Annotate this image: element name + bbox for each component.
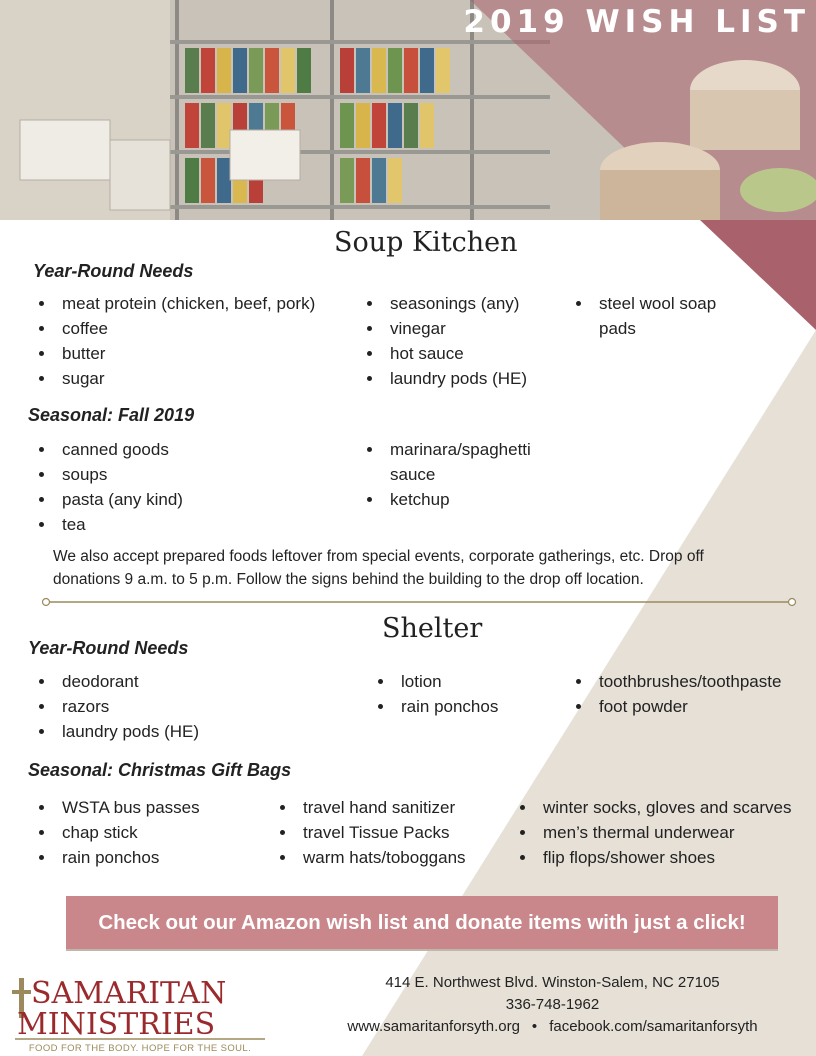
contact-info (300, 972, 805, 1038)
shelter-year-round-col2 (373, 669, 575, 719)
soup-year-round-heading: Year-Round Needs (33, 261, 194, 281)
list-item: • razors (56, 694, 306, 719)
samaritan-ministries-logo (9, 970, 271, 1056)
shelter-title: Shelter (382, 613, 483, 644)
list-item: • rain ponchos (56, 845, 276, 870)
list-item: • WSTA bus passes (56, 795, 276, 820)
soup-year-round-col3 (571, 291, 743, 341)
list-item: • canned goods (56, 437, 306, 462)
list-item: • deodorant (56, 669, 306, 694)
facebook-link[interactable]: facebook.com/samaritanforsyth (549, 1018, 758, 1035)
list-item: • laundry pods (HE) (384, 366, 584, 391)
list-item: • chap stick (56, 820, 276, 845)
shelter-seasonal-heading: Seasonal: Christmas Gift Bags (28, 760, 292, 780)
list-item: • ketchup (384, 487, 574, 512)
list-item: • soups (56, 462, 306, 487)
shelter-year-round-col3 (571, 669, 816, 719)
list-item: • rain ponchos (395, 694, 575, 719)
list-item: • laundry pods (HE) (56, 719, 306, 744)
list-item: • butter (56, 341, 366, 366)
svg-text:MINISTRIES: MINISTRIES (17, 1007, 216, 1042)
soup-kitchen-title: Soup Kitchen (334, 227, 518, 258)
list-item: • hot sauce (384, 341, 584, 366)
web-links (300, 1016, 805, 1038)
address: 414 E. Northwest Blvd. Winston-Salem, NC 27105 (385, 974, 720, 991)
list-item: • travel Tissue Packs (297, 820, 517, 845)
soup-seasonal-heading: Seasonal: Fall 2019 (28, 405, 195, 425)
shelter-year-round-heading: Year-Round Needs (28, 638, 189, 658)
list-item: • tea (56, 512, 306, 537)
list-item: • winter socks, gloves and scarves (537, 795, 816, 820)
list-item: • travel hand sanitizer (297, 795, 517, 820)
list-item: • coffee (56, 316, 366, 341)
list-item: • foot powder (593, 694, 816, 719)
svg-text:FOOD FOR THE BODY. HOPE FOR TH: FOOD FOR THE BODY. HOPE FOR THE SOUL. (28, 1043, 252, 1054)
list-item: • vinegar (384, 316, 584, 341)
list-item: • steel wool soap pads (593, 291, 743, 341)
shelter-seasonal-col2 (275, 795, 517, 870)
website-link[interactable]: www.samaritanforsyth.org (347, 1018, 520, 1035)
soup-year-round-col2 (362, 291, 584, 391)
shelter-seasonal-col3 (515, 795, 816, 870)
soup-year-round-col1 (34, 291, 366, 391)
svg-text:SAMARITAN: SAMARITAN (31, 976, 227, 1011)
list-item: • marinara/spaghetti sauce (384, 437, 574, 487)
list-item: • seasonings (any) (384, 291, 584, 316)
list-item: • pasta (any kind) (56, 487, 306, 512)
drop-off-note: We also accept prepared foods leftover from special events, corporate gatherings, etc. Drop off donations 9 a.m. to 5 p.m. Follow the signs behind the building to the drop off location. (53, 548, 704, 588)
list-item: • flip flops/shower shoes (537, 845, 816, 870)
list-item: • sugar (56, 366, 366, 391)
soup-seasonal-col2 (362, 437, 574, 512)
separator-dot: • (531, 1018, 538, 1035)
list-item: • lotion (395, 669, 575, 694)
list-item: • toothbrushes/toothpaste (593, 669, 816, 694)
amazon-wishlist-banner[interactable]: Check out our Amazon wish list and donate items with just a click! (66, 896, 778, 951)
shelter-seasonal-col1 (34, 795, 276, 870)
phone: 336-748-1962 (505, 996, 600, 1013)
list-item: • warm hats/toboggans (297, 845, 517, 870)
shelter-year-round-col1 (34, 669, 306, 744)
soup-seasonal-col1 (34, 437, 306, 537)
wish-list-title: 2019 WISH LIST (463, 4, 810, 40)
section-divider (41, 597, 797, 607)
list-item: • meat protein (chicken, beef, pork) (56, 291, 366, 316)
list-item: • men’s thermal underwear (537, 820, 816, 845)
